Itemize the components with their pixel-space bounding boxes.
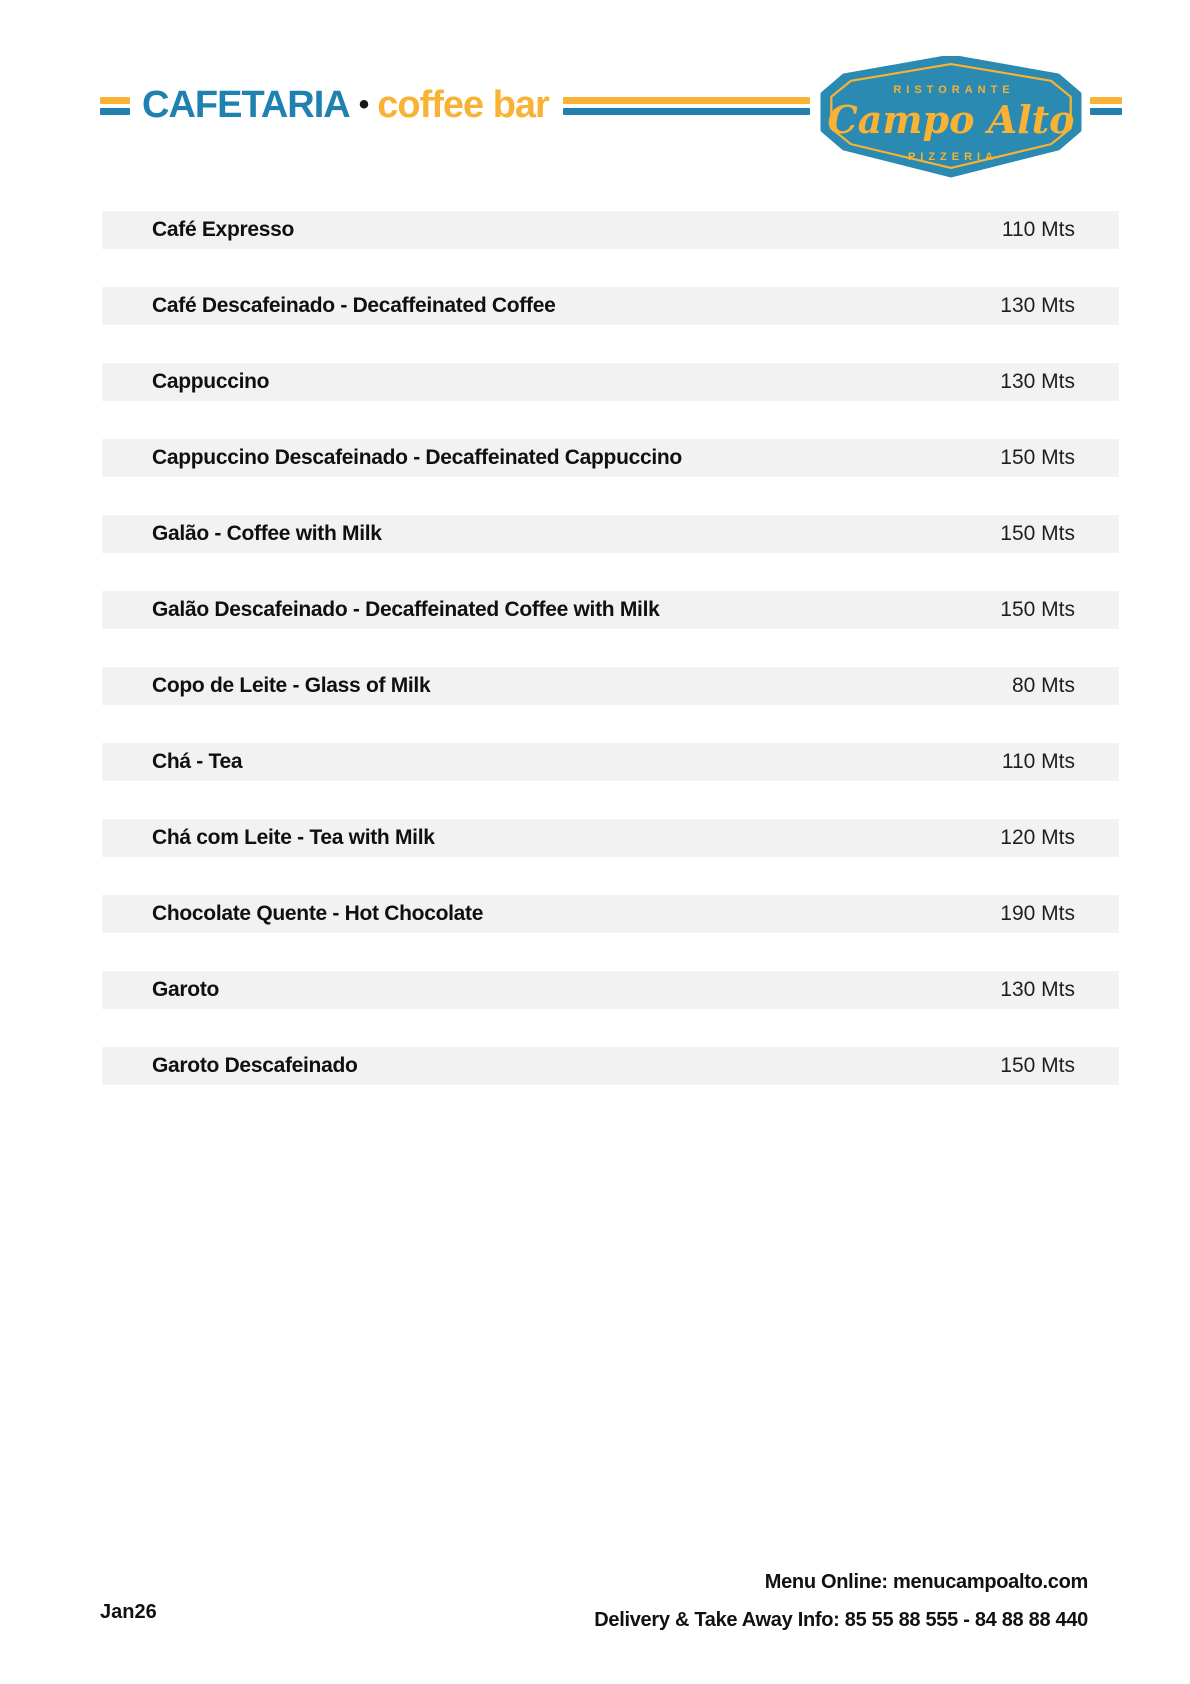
menu-row: [102, 439, 1119, 477]
menu-item-name: Galão Descafeinado - Decaffeinated Coffee with Milk: [152, 598, 660, 621]
delivery-info-text: Delivery & Take Away Info: 85 55 88 555 - 84 88 88 440: [594, 1609, 1088, 1631]
menu-row: [102, 1047, 1119, 1085]
menu-item-price: 150 Mts: [1000, 598, 1075, 621]
section-title-portuguese: CAFETARIA: [142, 83, 350, 126]
yellow-bar: [100, 97, 130, 104]
menu-item-price: 150 Mts: [1000, 1054, 1075, 1077]
menu-item-price: 130 Mts: [1000, 370, 1075, 393]
menu-row: [102, 971, 1119, 1009]
menu-item-price: 80 Mts: [1011, 674, 1075, 697]
logo-top-label: RISTORANTE: [893, 84, 1015, 96]
menu-row: [102, 591, 1119, 629]
menu-item-name: Cappuccino Descafeinado - Decaffeinated Cappuccino: [152, 446, 682, 469]
double-bar-icon-right: [1090, 97, 1122, 115]
menu-item-name: Chá - Tea: [152, 750, 243, 773]
double-bar-icon-left: [100, 97, 130, 115]
menu-item-price: 190 Mts: [1000, 902, 1075, 925]
page-header: [100, 51, 1122, 171]
yellow-bar: [563, 97, 810, 104]
menu-row: [102, 211, 1119, 249]
menu-item-price: 150 Mts: [1000, 446, 1075, 469]
menu-row: [102, 667, 1119, 705]
edition-label: Jan26: [100, 1601, 157, 1623]
menu-item-name: Copo de Leite - Glass of Milk: [152, 674, 431, 697]
menu-item-price: 130 Mts: [1000, 978, 1075, 1001]
menu-item-name: Garoto: [152, 978, 220, 1001]
menu-row: [102, 743, 1119, 781]
section-title-english: coffee bar: [377, 83, 549, 126]
menu-item-name: Chocolate Quente - Hot Chocolate: [152, 902, 484, 925]
menu-row: [102, 515, 1119, 553]
menu-item-name: Café Expresso: [152, 218, 295, 241]
logo-name: Campo Alto: [827, 97, 1075, 142]
yellow-bar: [1090, 97, 1122, 104]
menu-row: [102, 895, 1119, 933]
footer-contact-block: [594, 1563, 1088, 1639]
campo-alto-logo: [820, 56, 1082, 178]
menu-row: [102, 287, 1119, 325]
menu-item-name: Garoto Descafeinado: [152, 1054, 358, 1077]
menu-item-price: 150 Mts: [1000, 522, 1075, 545]
menu-item-price: 130 Mts: [1000, 294, 1075, 317]
blue-bar: [100, 108, 130, 115]
menu-item-name: Cappuccino: [152, 370, 270, 393]
blue-bar: [563, 108, 810, 115]
menu-row: [102, 363, 1119, 401]
menu-item-price: 120 Mts: [1000, 826, 1075, 849]
double-rule-line: [563, 97, 810, 115]
menu-list: [102, 211, 1119, 1123]
menu-online-text: Menu Online: menucampoalto.com: [764, 1571, 1088, 1593]
menu-item-price: 110 Mts: [1001, 750, 1075, 773]
menu-item-name: Chá com Leite - Tea with Milk: [152, 826, 435, 849]
menu-item-name: Café Descafeinado - Decaffeinated Coffee: [152, 294, 556, 317]
page-title: [142, 84, 549, 127]
logo-bottom-label: PIZZERIA: [907, 151, 999, 163]
blue-bar: [1090, 108, 1122, 115]
menu-row: [102, 819, 1119, 857]
menu-item-name: Galão - Coffee with Milk: [152, 522, 382, 545]
menu-item-price: 110 Mts: [1001, 218, 1075, 241]
title-separator-dot: •: [358, 87, 369, 121]
